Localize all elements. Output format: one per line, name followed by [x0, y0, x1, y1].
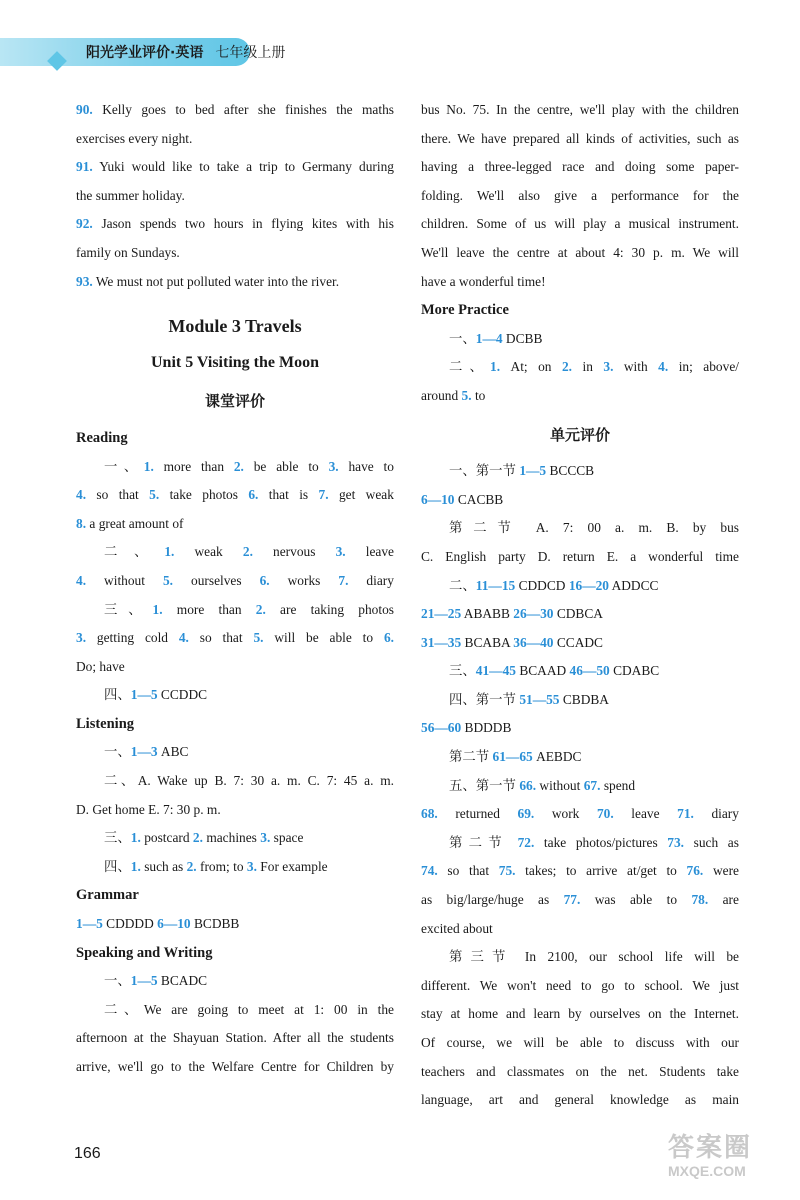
- answer-90-cont: exercises every night.: [76, 130, 193, 146]
- unit-essay-line-6: language, art and general knowledge as main: [421, 1092, 739, 1108]
- unit-evaluation-title: 单元评价: [549, 425, 610, 444]
- reading-part-2: 二、1. weak 2. nervous 3. leave: [104, 544, 394, 560]
- unit-part-5-section-2-cont2: as big/large/huge as 77. was able to 78. are: [421, 892, 739, 908]
- more-practice-heading: More Practice: [421, 302, 509, 319]
- essay-cont-6: We'll leave the centre at about 4: 30 p. m. We will: [421, 244, 739, 260]
- reading-part-3: 三、1. more than 2. are taking photos: [104, 601, 394, 617]
- watermark-text: 答案圈: [668, 1132, 753, 1162]
- essay-cont-4: folding. We'll also give a performance for the: [421, 187, 739, 203]
- listening-heading: Listening: [76, 715, 135, 732]
- speaking-essay-line-3: arrive, we'll go to the Welfare Centre for Children by: [76, 1059, 394, 1074]
- right-column: [421, 96, 739, 1115]
- answer-91: 91. Yuki would like to take a trip to Germany during: [76, 159, 394, 175]
- unit-part-5: 五、第一节 66. without 67. spend: [449, 777, 636, 793]
- unit-part-5-section-2: 第二节 72. take photos/pictures 73. such as: [449, 834, 739, 850]
- answer-92: 92. Jason spends two hours in flying kites with his: [76, 216, 394, 232]
- module-title: Module 3 Travels: [168, 316, 302, 337]
- unit-part-1-section-2-cont: C. English party D. return E. a wonderful time: [421, 548, 739, 564]
- unit-part-2: 二、11—15 CDDCD 16—20 ADDCC: [449, 577, 659, 593]
- unit-part-4-cont: 56—60 BDDDB: [421, 720, 512, 736]
- unit-essay-line-2: different. We won't need to go to school. We just: [421, 977, 739, 993]
- grade-label: 七年级上册: [215, 45, 286, 61]
- more-practice-part-1: 一、1—4 DCBB: [449, 330, 543, 346]
- essay-cont-1: bus No. 75. In the centre, we'll play with the children: [421, 102, 739, 117]
- unit-essay-line-3: stay at home and learn by ourselves on the Internet.: [421, 1006, 739, 1022]
- speaking-heading: Speaking and Writing: [76, 944, 213, 961]
- reading-heading: Reading: [76, 429, 128, 446]
- reading-part-1-cont2: 8. a great amount of: [76, 515, 184, 531]
- more-practice-part-2: 二、1. At; on 2. in 3. with 4. in; above/: [449, 359, 739, 375]
- class-evaluation-title: 课堂评价: [204, 392, 265, 411]
- unit-essay-line-1: 第三节 In 2100, our school life will be: [449, 949, 739, 965]
- more-practice-part-2-cont: around 5. to: [421, 387, 486, 403]
- unit-part-5-section-2-cont3: excited about: [421, 920, 493, 936]
- reading-part-3-cont2: Do; have: [76, 658, 125, 674]
- reading-part-2-cont: 4. without 5. ourselves 6. works 7. diary: [76, 572, 394, 588]
- unit-part-5-cont: 68. returned 69. work 70. leave 71. diary: [421, 806, 739, 822]
- listening-part-1: 一、1—3 ABC: [104, 744, 189, 760]
- grammar-answers: 1—5 CDDDD 6—10 BCDBB: [76, 916, 240, 932]
- unit-part-4: 四、第一节 51—55 CBDBA: [449, 691, 609, 707]
- unit-essay-line-4: Of course, we will be able to discuss with our: [421, 1035, 739, 1050]
- watermark-url: MXQE.COM: [668, 1163, 746, 1179]
- speaking-part-1: 一、1—5 BCADC: [104, 973, 208, 989]
- unit-title: Unit 5 Visiting the Moon: [150, 353, 319, 371]
- unit-part-2-row-2: 21—25 ABABB 26—30 CDBCA: [421, 606, 603, 622]
- watermark-logo: [668, 1132, 786, 1188]
- left-column: [76, 96, 394, 1082]
- unit-part-1-section-2: 第二节 A. 7: 00 a. m. B. by bus: [449, 520, 739, 536]
- answer-93: 93. We must not put polluted water into the river.: [76, 273, 340, 289]
- answer-92-cont: family on Sundays.: [76, 244, 180, 260]
- speaking-essay-line-1: 二、We are going to meet at 1: 00 in the: [104, 1001, 394, 1017]
- speaking-essay-line-2: afternoon at the Shayuan Station. After all the students: [76, 1030, 394, 1046]
- grammar-heading: Grammar: [76, 887, 139, 904]
- series-title: 阳光学业评价·英语: [86, 45, 204, 61]
- unit-part-2-row-3: 31—35 BCABA 36—40 CCADC: [421, 634, 603, 650]
- reading-part-3-cont: 3. getting cold 4. so that 5. will be able to 6.: [76, 630, 394, 646]
- listening-part-2-cont: D. Get home E. 7: 30 p. m.: [76, 801, 221, 817]
- unit-part-1: 一、第一节 1—5 BCCCB: [449, 463, 595, 479]
- listening-part-2: 二、A. Wake up B. 7: 30 a. m. C. 7: 45 a. m.: [104, 773, 394, 789]
- reading-part-1: 一、1. more than 2. be able to 3. have to: [104, 458, 394, 474]
- answer-90: 90. Kelly goes to bed after she finishes the maths: [76, 102, 394, 117]
- listening-part-3: 三、1. postcard 2. machines 3. space: [104, 830, 304, 846]
- unit-part-1-cont: 6—10 CACBB: [421, 491, 504, 507]
- unit-part-5-section-2-cont: 74. so that 75. takes; to arrive at/get to 76. were: [421, 863, 739, 879]
- reading-part-4: 四、1—5 CCDDC: [104, 687, 208, 703]
- reading-part-1-cont: 4. so that 5. take photos 6. that is 7. get weak: [76, 487, 394, 503]
- essay-cont-7: have a wonderful time!: [421, 273, 546, 289]
- running-header: [86, 42, 285, 62]
- essay-cont-2: there. We have prepared all kinds of activities, such as: [421, 130, 739, 146]
- essay-cont-3: having a three-legged race and doing some paper-: [421, 159, 739, 175]
- unit-essay-line-5: teachers and classmates on the net. Students take: [421, 1063, 739, 1079]
- unit-part-4-section-2: 第二节 61—65 AEBDC: [449, 749, 582, 765]
- answer-91-cont: the summer holiday.: [76, 187, 185, 203]
- listening-part-4: 四、1. such as 2. from; to 3. For example: [104, 858, 328, 874]
- page-number: 166: [74, 1145, 101, 1162]
- essay-cont-5: children. Some of us will play a musical instrument.: [421, 216, 739, 232]
- unit-part-3: 三、41—45 BCAAD 46—50 CDABC: [449, 663, 660, 679]
